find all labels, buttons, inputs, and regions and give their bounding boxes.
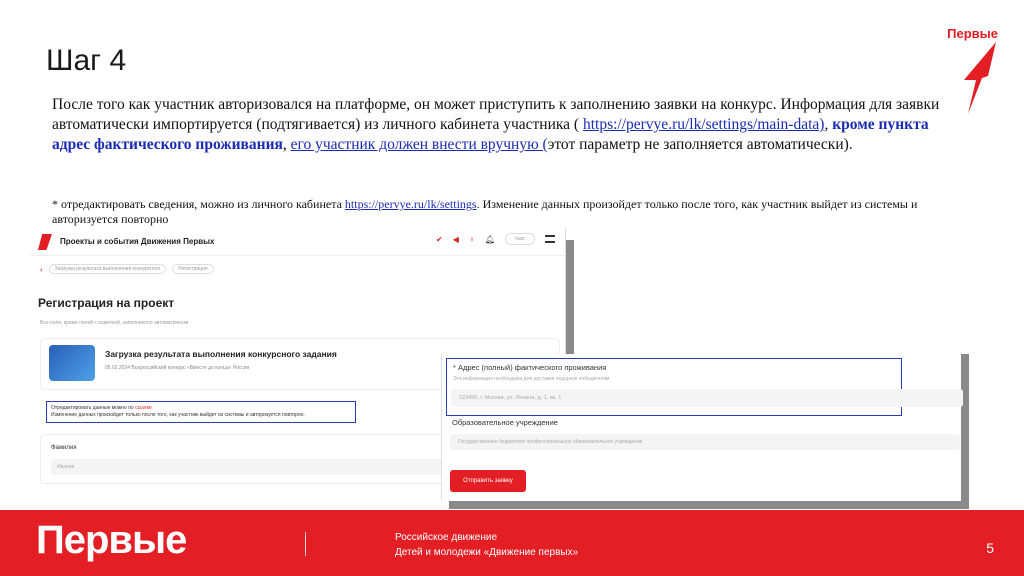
app-logo-icon [38,234,52,250]
edit-data-note [46,401,356,423]
address-label: * Адрес (полный) фактического проживания [453,363,607,372]
surname-field[interactable]: Иванов [51,459,541,475]
footer-org-name [395,530,578,560]
intro-comma: , [824,116,833,133]
intro-text: После того как участник авторизовался на платформе, он может приступить к заполнению заявки на конкурс. Информация для заявки автоматически импортируется (подтягивается) из личного кабинета участника ( [52,96,940,133]
education-field[interactable]: Государственное бюджетное профессиональное образовательное учреждение [450,434,960,450]
task-title: Загрузка результата выполнения конкурсного задания [105,349,337,359]
edit-note-rest: Изменение данных произойдет только после того, как участник выйдет из системы и авторизуется повторно. [51,412,305,418]
footer-divider [305,532,306,556]
settings-link[interactable]: https://pervye.ru/lk/settings [344,197,477,211]
address-form-screenshot [441,354,961,501]
footer-line-2: Детей и молодежи «Движение первых» [395,547,579,558]
address-hint: Эта информация необходима для доставки подарков победителям [453,376,610,382]
task-subtitle: 05.02.2024 Всероссийский конкурс «Вместе до конца» Россия [105,365,250,371]
telegram-icon[interactable]: ◀ [452,234,459,244]
slide-title: Шаг 4 [46,44,127,77]
menu-icon[interactable] [545,235,555,243]
settings-note [52,197,952,227]
crumb-registration[interactable]: Регистрация [172,264,213,274]
main-data-link[interactable]: https://pervye.ru/lk/settings/main-data) [582,116,825,133]
intro-tail: этот параметр не заполняется автоматически). [547,136,853,153]
address-field[interactable]: 123456, г. Москва, ул. Ленина, д. 1, кв. 1 [451,389,963,407]
brand-logo [946,24,998,116]
screenshot-shadow-bottom [449,501,969,509]
note-suffix: . Изменение данных произойдет только после того, как участник выйдет из системы и авторизуется повторно [52,197,918,226]
edit-note-link[interactable]: ссылке [135,405,152,411]
footer [0,510,1024,576]
task-image [49,345,95,381]
screenshot-shadow-right [961,354,969,509]
address-highlight-box [446,358,902,416]
footer-logo: Первые [36,518,187,562]
crumb-task[interactable]: Загрузка результата выполнения конкурсного [49,264,167,274]
vk-icon[interactable]: ✔ [435,234,443,244]
submit-application-button[interactable]: Отправить заявку [450,470,526,492]
intro-paragraph [52,95,952,155]
education-label: Образовательное учреждение [452,418,558,427]
footer-line-1: Российское движение [395,532,498,543]
intro-bold: кроме пункта адрес фактического проживания [52,116,929,153]
intro-comma-2: , [282,136,291,153]
back-icon[interactable]: ‹ [40,264,43,274]
user-pill[interactable]: Ivan [505,233,535,245]
app-header [30,228,565,256]
page-number: 5 [986,540,994,556]
bell-icon[interactable]: 🔔︎ [484,234,495,244]
note-prefix: * отредактировать сведения, можно из личного кабинета [52,197,345,211]
page-subtitle: Все поля, кроме полей с пометкой, заполняются автоматически [40,320,189,326]
breadcrumb [40,264,214,274]
brand-word: Первые [947,26,998,41]
surname-label: Фамилия [51,445,77,451]
header-icons [436,233,555,245]
manual-entry-link[interactable]: его участник должен внести вручную ( [290,136,548,153]
ok-icon[interactable]: ♀ [468,234,475,244]
app-title: Проекты и события Движения Первых [60,237,215,246]
edit-note-prefix: Отредактировать данные можно по [51,405,136,411]
page-title: Регистрация на проект [38,296,175,310]
